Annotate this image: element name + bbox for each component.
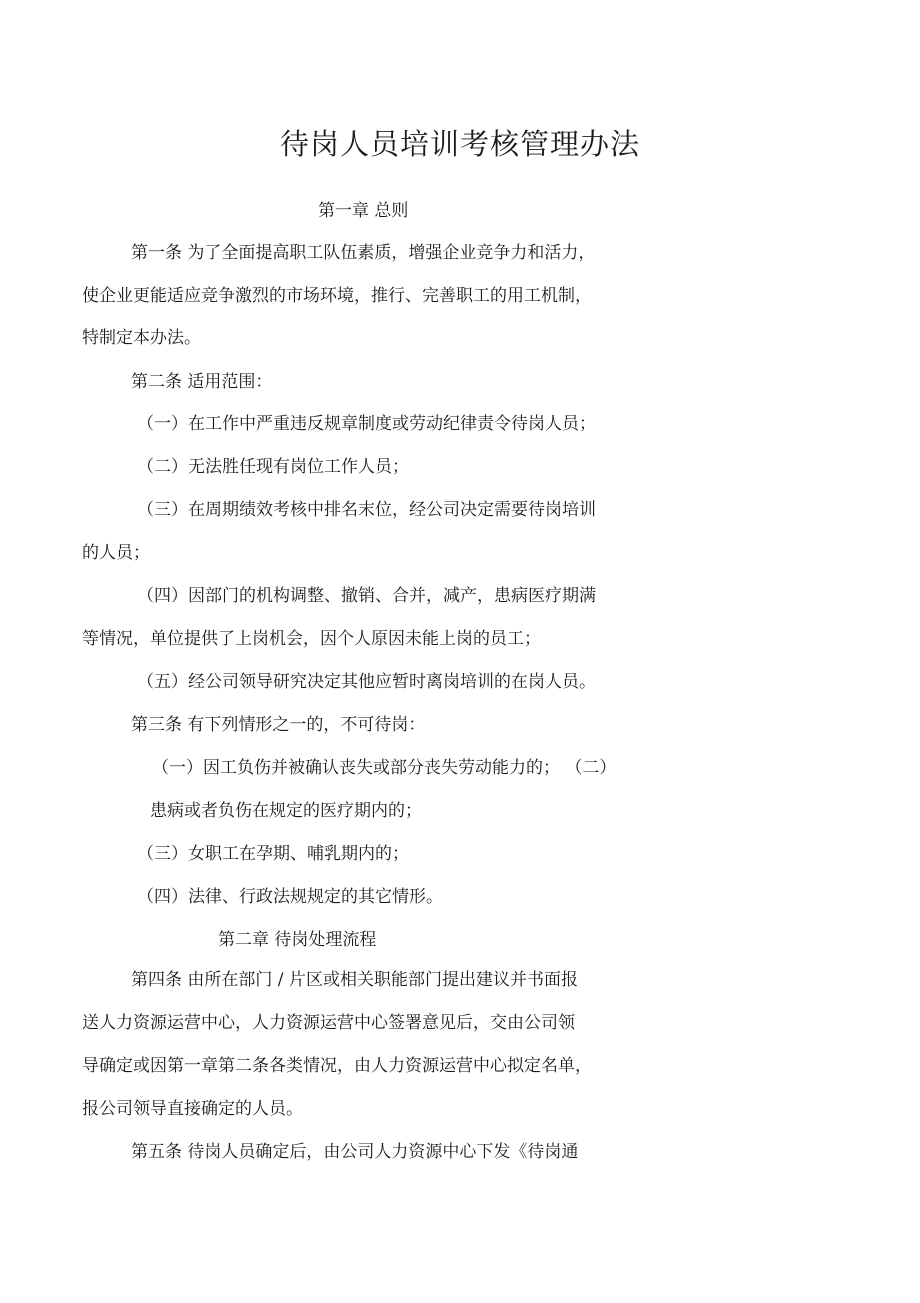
paragraph-line: （五）经公司领导研究决定其他应暂时离岗培训的在岗人员。 [137, 672, 596, 692]
paragraph-line: 使企业更能适应竞争激烈的市场环境，推行、完善职工的用工机制， [82, 286, 592, 306]
paragraph-line: 送人力资源运营中心，人力资源运营中心签署意见后，交由公司领 [82, 1013, 575, 1033]
paragraph-line: （一）因工负伤并被确认丧失或部分丧失劳动能力的； （二） [152, 758, 617, 778]
document-title: 待岗人员培训考核管理办法 [279, 127, 640, 161]
paragraph-line: 患病或者负伤在规定的医疗期内的； [150, 801, 422, 821]
paragraph-line: （三）女职工在孕期、哺乳期内的； [137, 844, 409, 864]
paragraph-line: 第一条 为了全面提高职工队伍素质，增强企业竞争力和活力， [131, 243, 596, 263]
paragraph-line: （二）无法胜任现有岗位工作人员； [137, 457, 409, 477]
paragraph-line: 第二条 适用范围： [131, 372, 273, 392]
paragraph-line: 等情况，单位提供了上岗机会，因个人原因未能上岗的员工； [82, 629, 541, 649]
paragraph-line: 的人员； [82, 543, 150, 563]
paragraph-line: 第四条 由所在部门 / 片区或相关职能部门提出建议并书面报 [131, 970, 578, 990]
paragraph-line: 导确定或因第一章第二条各类情况，由人力资源运营中心拟定名单， [82, 1056, 592, 1076]
paragraph-line: （三）在周期绩效考核中排名末位，经公司决定需要待岗培训 [137, 500, 596, 520]
paragraph-line: 特制定本办法。 [82, 328, 201, 348]
chapter-2-heading: 第二章 待岗处理流程 [218, 930, 377, 950]
chapter-1-heading: 第一章 总则 [318, 201, 409, 221]
paragraph-line: （四）因部门的机构调整、撤销、合并，减产，患病医疗期满 [137, 586, 596, 606]
paragraph-line: （一）在工作中严重违反规章制度或劳动纪律责令待岗人员； [137, 414, 596, 434]
paragraph-line: （四）法律、行政法规规定的其它情形。 [137, 887, 443, 907]
paragraph-line: 第五条 待岗人员确定后，由公司人力资源中心下发《待岗通 [131, 1142, 579, 1162]
paragraph-line: 第三条 有下列情形之一的，不可待岗： [131, 715, 426, 735]
paragraph-line: 报公司领导直接确定的人员。 [82, 1099, 303, 1119]
